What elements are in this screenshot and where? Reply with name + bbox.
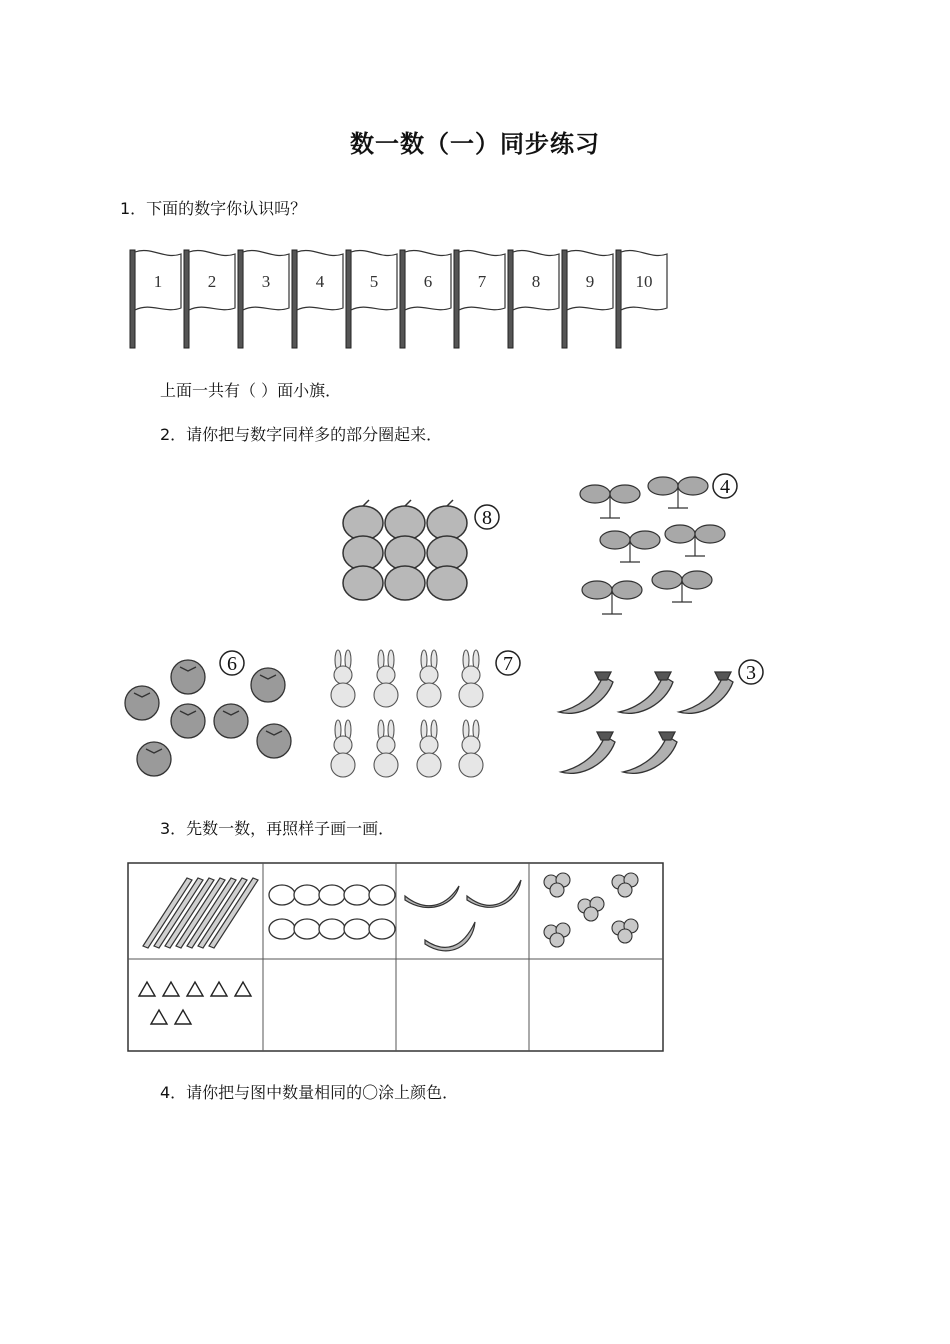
apple-icon: [385, 500, 425, 540]
flag-pole: [616, 250, 621, 348]
apple-icon: [343, 500, 383, 540]
flag-pole: [292, 250, 297, 348]
tomato-group: [118, 645, 303, 785]
rabbit-icon: [417, 720, 441, 777]
flag-number: 9: [585, 272, 595, 291]
flag-pole: [454, 250, 459, 348]
tomato-icon: [251, 668, 285, 702]
number-badge: 6: [227, 653, 237, 675]
flag-number: 4: [315, 272, 325, 291]
sprout-icon: [600, 531, 660, 562]
apple-icon: [343, 566, 383, 600]
question-2-prompt: 2．请你把与数字同样多的部分圈起来．: [160, 425, 443, 444]
flag-3: [238, 250, 289, 348]
flag-number: 7: [477, 272, 487, 291]
rabbit-icon: [331, 720, 355, 777]
question-1-answer-line: 上面一共有（ ）面小旗．: [160, 381, 342, 400]
rabbit-group: [318, 645, 528, 790]
apple-icon: [427, 536, 467, 570]
sprout-icon: [582, 581, 642, 614]
rabbit-icon: [374, 650, 398, 707]
flag-10: [616, 250, 667, 348]
pepper-icon: [619, 672, 673, 713]
number-badge: 3: [746, 662, 756, 684]
apple-icon: [427, 566, 467, 600]
rabbit-icon: [459, 720, 483, 777]
page-title: 数一数（一）同步练习: [350, 130, 600, 158]
question-4-prompt: 4．请你把与图中数量相同的〇涂上颜色．: [160, 1083, 459, 1102]
pepper-icon: [623, 732, 677, 773]
sprout-icon: [652, 571, 712, 602]
flag-1: [130, 250, 181, 348]
apple-icon: [343, 536, 383, 570]
sprout-group: [575, 468, 750, 623]
flag-7: [454, 250, 505, 348]
flag-4: [292, 250, 343, 348]
flag-pole: [184, 250, 189, 348]
pepper-icon: [559, 672, 613, 713]
question-1-prompt: 1．下面的数字你认识吗？: [120, 199, 307, 218]
question-3-prompt: 3．先数一数，再照样子画一画．: [160, 819, 395, 838]
apple-icon: [385, 566, 425, 600]
flag-9: [562, 250, 613, 348]
tomato-icon: [171, 660, 205, 694]
flag-pole: [400, 250, 405, 348]
flag-2: [184, 250, 235, 348]
number-badge: 8: [482, 507, 492, 529]
flag-number: 3: [261, 272, 271, 291]
flag-number: 10: [635, 272, 653, 291]
apple-group: [335, 495, 510, 610]
tomato-icon: [171, 704, 205, 738]
sprout-icon: [648, 477, 708, 508]
flag-8: [508, 250, 559, 348]
rabbit-icon: [459, 650, 483, 707]
rabbit-icon: [374, 720, 398, 777]
flag-pole: [130, 250, 135, 348]
sprout-icon: [665, 525, 725, 556]
flag-number: 1: [153, 272, 163, 291]
apple-icon: [385, 536, 425, 570]
rabbit-icon: [331, 650, 355, 707]
flag-pole: [238, 250, 243, 348]
pepper-icon: [561, 732, 615, 773]
tomato-icon: [257, 724, 291, 758]
number-badge: 7: [503, 653, 513, 675]
flag-number: 8: [531, 272, 541, 291]
flag-pole: [508, 250, 513, 348]
pepper-icon: [679, 672, 733, 713]
flag-number: 5: [369, 272, 379, 291]
rabbit-icon: [417, 650, 441, 707]
draw-table: [125, 858, 670, 1058]
flag-number: 2: [207, 272, 217, 291]
flags-figure: [118, 240, 678, 360]
flag-pole: [562, 250, 567, 348]
tomato-icon: [125, 686, 159, 720]
tomato-icon: [214, 704, 248, 738]
tomato-icon: [137, 742, 171, 776]
pepper-group: [555, 652, 770, 782]
number-badge: 4: [720, 476, 730, 498]
apple-icon: [427, 500, 467, 540]
sprout-icon: [580, 485, 640, 518]
flag-5: [346, 250, 397, 348]
flag-number: 6: [423, 272, 433, 291]
flag-pole: [346, 250, 351, 348]
flag-6: [400, 250, 451, 348]
